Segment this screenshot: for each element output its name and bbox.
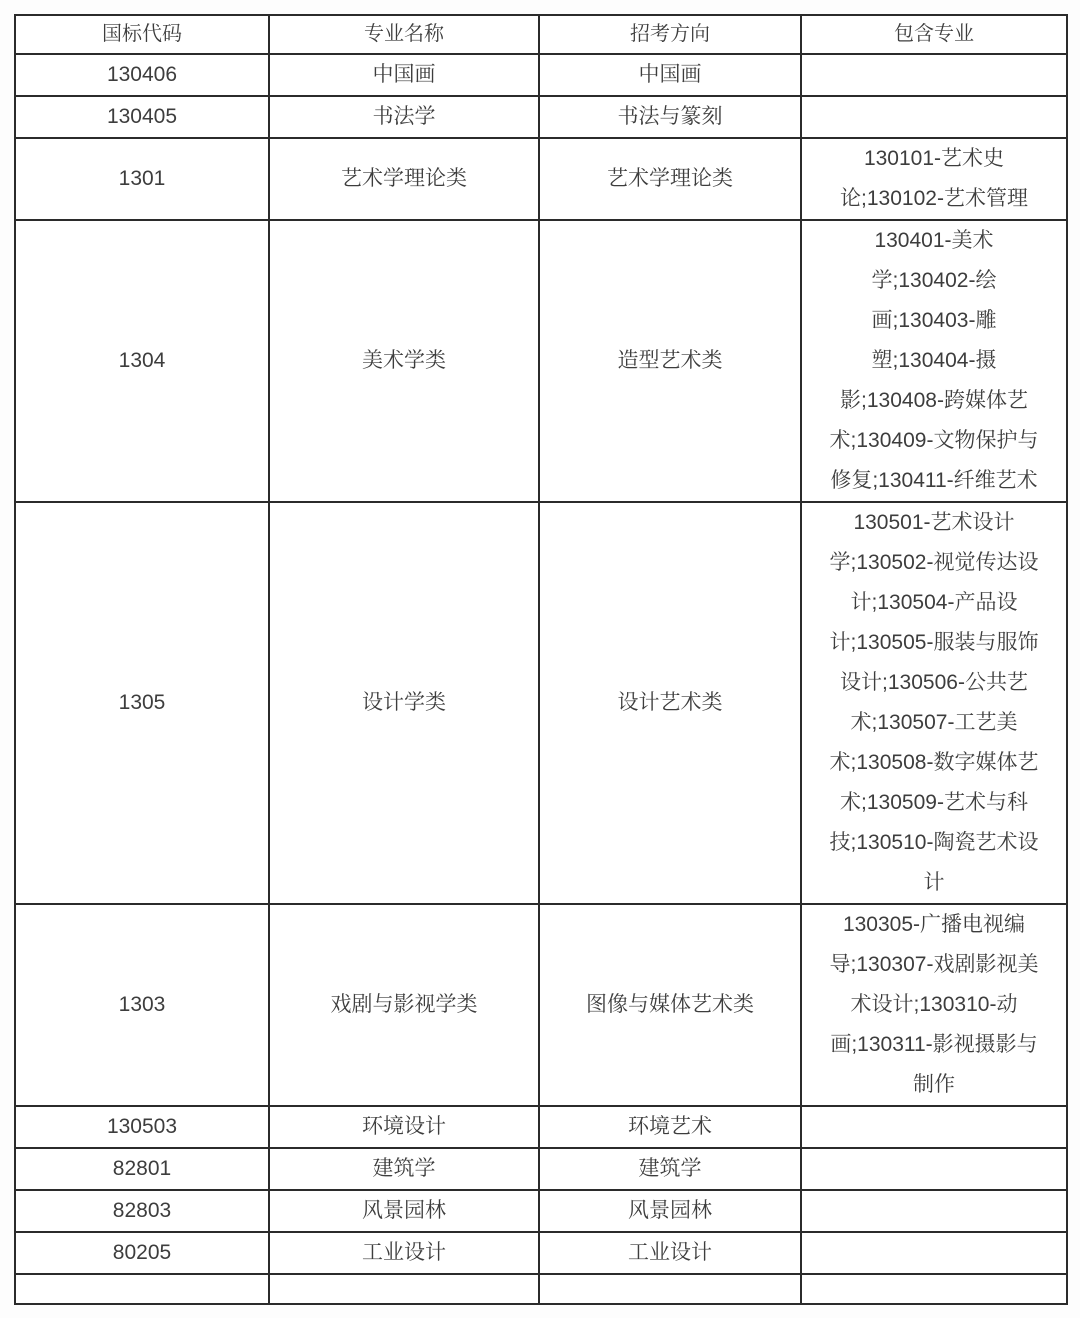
cell-direction: 图像与媒体艺术类	[539, 904, 801, 1106]
cell-included-majors	[801, 138, 1067, 220]
cell-major: 美术学类	[269, 220, 539, 502]
cell-code: 130406	[15, 54, 269, 96]
cell-direction: 艺术学理论类	[539, 138, 801, 220]
cell-included-majors	[801, 502, 1067, 904]
included-major-line: 130401-美术	[874, 229, 994, 252]
table-row	[15, 1232, 1067, 1274]
cell-direction: 风景园林	[539, 1190, 801, 1232]
cell-code	[15, 1274, 269, 1304]
cell-major: 戏剧与影视学类	[269, 904, 539, 1106]
cell-code: 1304	[15, 220, 269, 502]
cell-direction: 中国画	[539, 54, 801, 96]
cell-included-majors	[801, 1190, 1067, 1232]
cell-direction: 建筑学	[539, 1148, 801, 1190]
cell-included-majors	[801, 904, 1067, 1106]
included-major-line: 130305-广播电视编	[842, 913, 1026, 936]
cell-major: 中国画	[269, 54, 539, 96]
column-header-included: 包含专业	[801, 15, 1067, 54]
table-row	[15, 904, 1067, 1106]
cell-code: 1305	[15, 502, 269, 904]
included-major-line: 学;130502-视觉传达设	[829, 551, 1039, 574]
included-major-line: 技;130510-陶瓷艺术设	[829, 831, 1039, 854]
included-major-line: 术;130507-工艺美	[850, 711, 1018, 734]
included-major-line: 术;130509-艺术与科	[840, 791, 1028, 814]
included-major-line: 影;130408-跨媒体艺	[840, 389, 1028, 412]
cell-direction	[539, 1274, 801, 1304]
cell-included-majors	[801, 1232, 1067, 1274]
cell-code: 82801	[15, 1148, 269, 1190]
table-header	[15, 15, 1067, 54]
major-code-table	[14, 14, 1068, 1305]
cell-code: 80205	[15, 1232, 269, 1274]
table-row	[15, 138, 1067, 220]
included-major-line: 设计;130506-公共艺	[840, 671, 1028, 694]
included-major-line: 导;130307-戏剧影视美	[829, 953, 1039, 976]
included-major-line: 130501-艺术设计	[853, 511, 1015, 534]
cell-direction: 环境艺术	[539, 1106, 801, 1148]
table-row	[15, 1274, 1067, 1304]
included-major-line: 制作	[913, 1073, 955, 1096]
cell-major	[269, 1274, 539, 1304]
table-row	[15, 1190, 1067, 1232]
included-major-line: 计;130504-产品设	[850, 591, 1018, 614]
table-row	[15, 1106, 1067, 1148]
cell-direction: 工业设计	[539, 1232, 801, 1274]
column-header-code: 国标代码	[15, 15, 269, 54]
cell-included-majors	[801, 54, 1067, 96]
cell-direction: 造型艺术类	[539, 220, 801, 502]
cell-included-majors	[801, 1106, 1067, 1148]
included-major-line: 计	[923, 871, 945, 894]
cell-included-majors	[801, 1148, 1067, 1190]
cell-included-majors	[801, 96, 1067, 138]
cell-code: 82803	[15, 1190, 269, 1232]
table-row	[15, 96, 1067, 138]
cell-code: 130405	[15, 96, 269, 138]
table-row	[15, 1148, 1067, 1190]
cell-major: 建筑学	[269, 1148, 539, 1190]
cell-code: 1301	[15, 138, 269, 220]
cell-included-majors	[801, 220, 1067, 502]
cell-major: 设计学类	[269, 502, 539, 904]
included-major-line: 术;130508-数字媒体艺	[829, 751, 1039, 774]
included-major-line: 论;130102-艺术管理	[840, 187, 1028, 210]
column-header-major: 专业名称	[269, 15, 539, 54]
column-header-direction: 招考方向	[539, 15, 801, 54]
included-major-line: 画;130403-雕	[871, 309, 997, 332]
cell-code: 130503	[15, 1106, 269, 1148]
included-major-line: 术设计;130310-动	[850, 993, 1018, 1016]
included-major-line: 修复;130411-纤维艺术	[830, 469, 1038, 492]
table-row	[15, 220, 1067, 502]
included-major-line: 术;130409-文物保护与	[829, 429, 1039, 452]
cell-major: 环境设计	[269, 1106, 539, 1148]
included-major-line: 计;130505-服装与服饰	[829, 631, 1039, 654]
table-body	[15, 54, 1067, 1304]
cell-direction: 书法与篆刻	[539, 96, 801, 138]
cell-major: 书法学	[269, 96, 539, 138]
cell-major: 风景园林	[269, 1190, 539, 1232]
included-major-line: 130101-艺术史	[863, 147, 1005, 170]
table-row	[15, 502, 1067, 904]
header-row	[15, 15, 1067, 54]
cell-major: 艺术学理论类	[269, 138, 539, 220]
cell-major: 工业设计	[269, 1232, 539, 1274]
cell-direction: 设计艺术类	[539, 502, 801, 904]
included-major-line: 学;130402-绘	[871, 269, 997, 292]
cell-included-majors	[801, 1274, 1067, 1304]
cell-code: 1303	[15, 904, 269, 1106]
table-row	[15, 54, 1067, 96]
included-major-line: 画;130311-影视摄影与	[830, 1033, 1038, 1056]
included-major-line: 塑;130404-摄	[871, 349, 997, 372]
